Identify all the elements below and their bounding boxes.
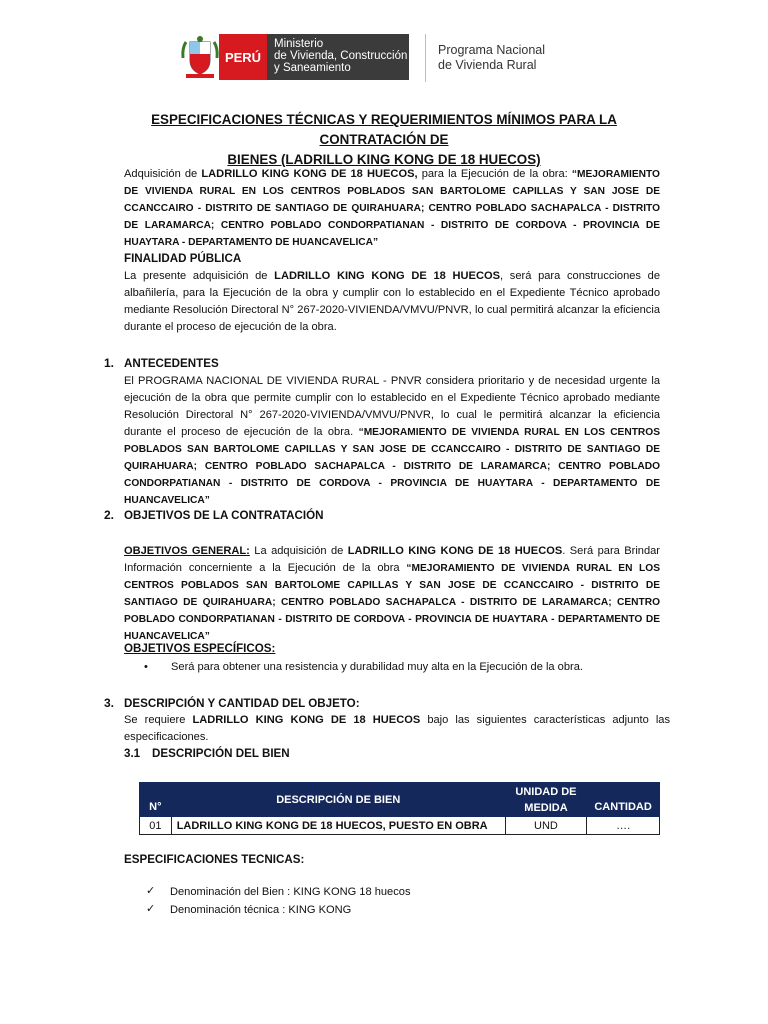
finalidad-item: LADRILLO KING KONG DE 18 HUECOS [274, 270, 500, 282]
finalidad-text: , será para construcciones de albañilería, para la Ejecución de la obra y cumplir con lo establecido en el Expediente Técnico aprobado mediante Resolución Directoral N° 267-2020-VIVIENDA/VMVU/PNVR, lo cual permitirá alcanzar la eficiencia durante el proceso de ejecución de la obra. [124, 270, 661, 333]
ministry-line-2: de Vivienda, Construcción [274, 50, 408, 62]
antecedentes-heading: ANTECEDENTES [124, 357, 219, 370]
program-line-2: de Vivienda Rural [438, 58, 537, 72]
cell-description: LADRILLO KING KONG DE 18 HUECOS, PUESTO EN OBRA [171, 817, 505, 835]
descripcion-heading: DESCRIPCIÓN Y CANTIDAD DEL OBJETO: [124, 697, 360, 710]
header-quantity: CANTIDAD [587, 783, 660, 817]
objetivo-general-obra: “MEJORAMIENTO DE VIVIENDA RURAL EN LOS CENTROS POBLADOS SAN BARTOLOME CAPILLAS Y SAN JOSE DE CCANCCAIRO - DISTRITO DE SANTIAGO DE QUIRAHUARA; CENTRO POBLADO SACHAPALCA - DISTRITO DE LARAMARCA; CENTRO POBLADO CONDORPATIANAN - DISTRITO DE CORDOVA - PROVINCIA DE HUAYTARA - DEPARTAMENTO DE HUANCAVELICA” [124, 563, 661, 642]
objetivo-general-item: LADRILLO KING KONG DE 18 HUECOS [347, 545, 563, 557]
header-unit: UNIDAD DE MEDIDA [505, 783, 586, 817]
title-line-2: BIENES (LADRILLO KING KONG DE 18 HUECOS) [227, 152, 541, 167]
objetivo-general-prefix: La adquisición de [249, 545, 348, 557]
subsection-number: 3.1 [124, 747, 141, 760]
antecedentes-paragraph [124, 373, 660, 509]
objetivo-especifico-text: Será para obtener una resistencia y durabilidad muy alta en la Ejecución de la obra. [171, 661, 583, 673]
finalidad-paragraph [124, 268, 660, 336]
table-row [140, 817, 660, 835]
header-description: DESCRIPCIÓN DE BIEN [171, 783, 505, 817]
antecedentes-text: El PROGRAMA NACIONAL DE VIVIENDA RURAL - PNVR considera prioritario y de necesidad urgente la ejecución de la obra que permite cumplir con lo establecido en el Expediente Técnico aprobado mediante Resolución Directoral N° 267-2020-VIVIENDA/VMVU/PNVR, lo cual le permitirá alcanzar la eficiencia durante el proceso de ejecución de la obra. [124, 375, 660, 438]
objetivos-heading: OBJETIVOS DE LA CONTRATACIÓN [124, 509, 324, 522]
program-name [438, 43, 545, 73]
cell-number: 01 [140, 817, 172, 835]
ministry-line-1: Ministerio [274, 38, 324, 50]
goods-table [139, 782, 660, 835]
finalidad-prefix: La presente adquisición de [124, 270, 275, 282]
antecedentes-number: 1. [104, 356, 115, 370]
coat-of-arms-logo [180, 36, 220, 80]
subsection-heading: DESCRIPCIÓN DEL BIEN [152, 747, 290, 760]
objetivo-general-paragraph [124, 543, 660, 645]
document-title [100, 110, 668, 170]
title-line-1: ESPECIFICACIONES TÉCNICAS Y REQUERIMIENTOS MÍNIMOS PARA LA CONTRATACIÓN DE [151, 112, 617, 147]
program-line-1: Programa Nacional [438, 43, 545, 57]
descripcion-suffix: bajo las siguientes características adjunto las especificaciones. [124, 714, 671, 743]
bullet-icon: • [144, 661, 148, 673]
ministry-brand-box [267, 34, 409, 80]
peru-label: PERÚ [224, 49, 262, 65]
spec-item-2: Denominación técnica : KING KONG [170, 904, 352, 916]
intro-item: LADRILLO KING KONG DE 18 HUECOS, [201, 168, 418, 180]
intro-obra: “MEJORAMIENTO DE VIVIENDA RURAL EN LOS CENTROS POBLADOS SAN BARTOLOME CAPILLAS Y SAN JOSE DE CCANCCAIRO - DISTRITO DE SANTIAGO DE QUIRAHUARA; CENTRO POBLADO SACHAPALCA - DISTRITO DE LARAMARCA; CENTRO POBLADO CONDORPATIANAN - DISTRITO DE CORDOVA - PROVINCIA DE HUAYTARA - DEPARTAMENTO DE HUANCAVELICA” [124, 169, 660, 248]
table-header-row [140, 783, 660, 817]
descripcion-number: 3. [104, 696, 115, 710]
descripcion-paragraph [124, 712, 670, 746]
descripcion-prefix: Se requiere [124, 714, 193, 726]
check-icon: ✓ [146, 885, 156, 897]
objetivos-especificos-label: OBJETIVOS ESPECÍFICOS: [124, 642, 276, 655]
cell-quantity: …. [587, 817, 660, 835]
header-divider [425, 34, 426, 82]
check-icon: ✓ [146, 903, 156, 915]
objetivos-number: 2. [104, 508, 115, 522]
finalidad-heading: FINALIDAD PÚBLICA [124, 252, 242, 265]
objetivo-general-label: OBJETIVOS GENERAL: [124, 545, 250, 557]
antecedentes-obra: “MEJORAMIENTO DE VIVIENDA RURAL EN LOS CENTROS POBLADOS SAN BARTOLOME CAPILLAS Y SAN JOSE DE CCANCCAIRO - DISTRITO DE SANTIAGO DE QUIRAHUARA; CENTRO POBLADO SACHAPALCA - DISTRITO DE LARAMARCA; CENTRO POBLADO CONDORPATIANAN - DISTRITO DE CORDOVA - PROVINCIA DE HUAYTARA - DEPARTAMENTO DE HUANCAVELICA” [124, 427, 660, 506]
intro-mid: para la Ejecución de la obra: [417, 168, 572, 180]
descripcion-item: LADRILLO KING KONG DE 18 HUECOS [192, 714, 421, 726]
spec-item-1: Denominación del Bien : KING KONG 18 huecos [170, 886, 411, 898]
especificaciones-heading: ESPECIFICACIONES TECNICAS: [124, 853, 305, 866]
objetivo-especifico-item [144, 659, 148, 676]
peru-brand-box [219, 34, 267, 80]
header-number: N° [140, 783, 172, 817]
intro-prefix: Adquisición de [124, 168, 202, 180]
objetivo-general-mid: . Será para Brindar Información concerniente a la Ejecución de la obra [124, 545, 661, 574]
ministry-line-3: y Saneamiento [274, 62, 351, 74]
cell-unit: UND [505, 817, 586, 835]
intro-paragraph [124, 166, 660, 251]
